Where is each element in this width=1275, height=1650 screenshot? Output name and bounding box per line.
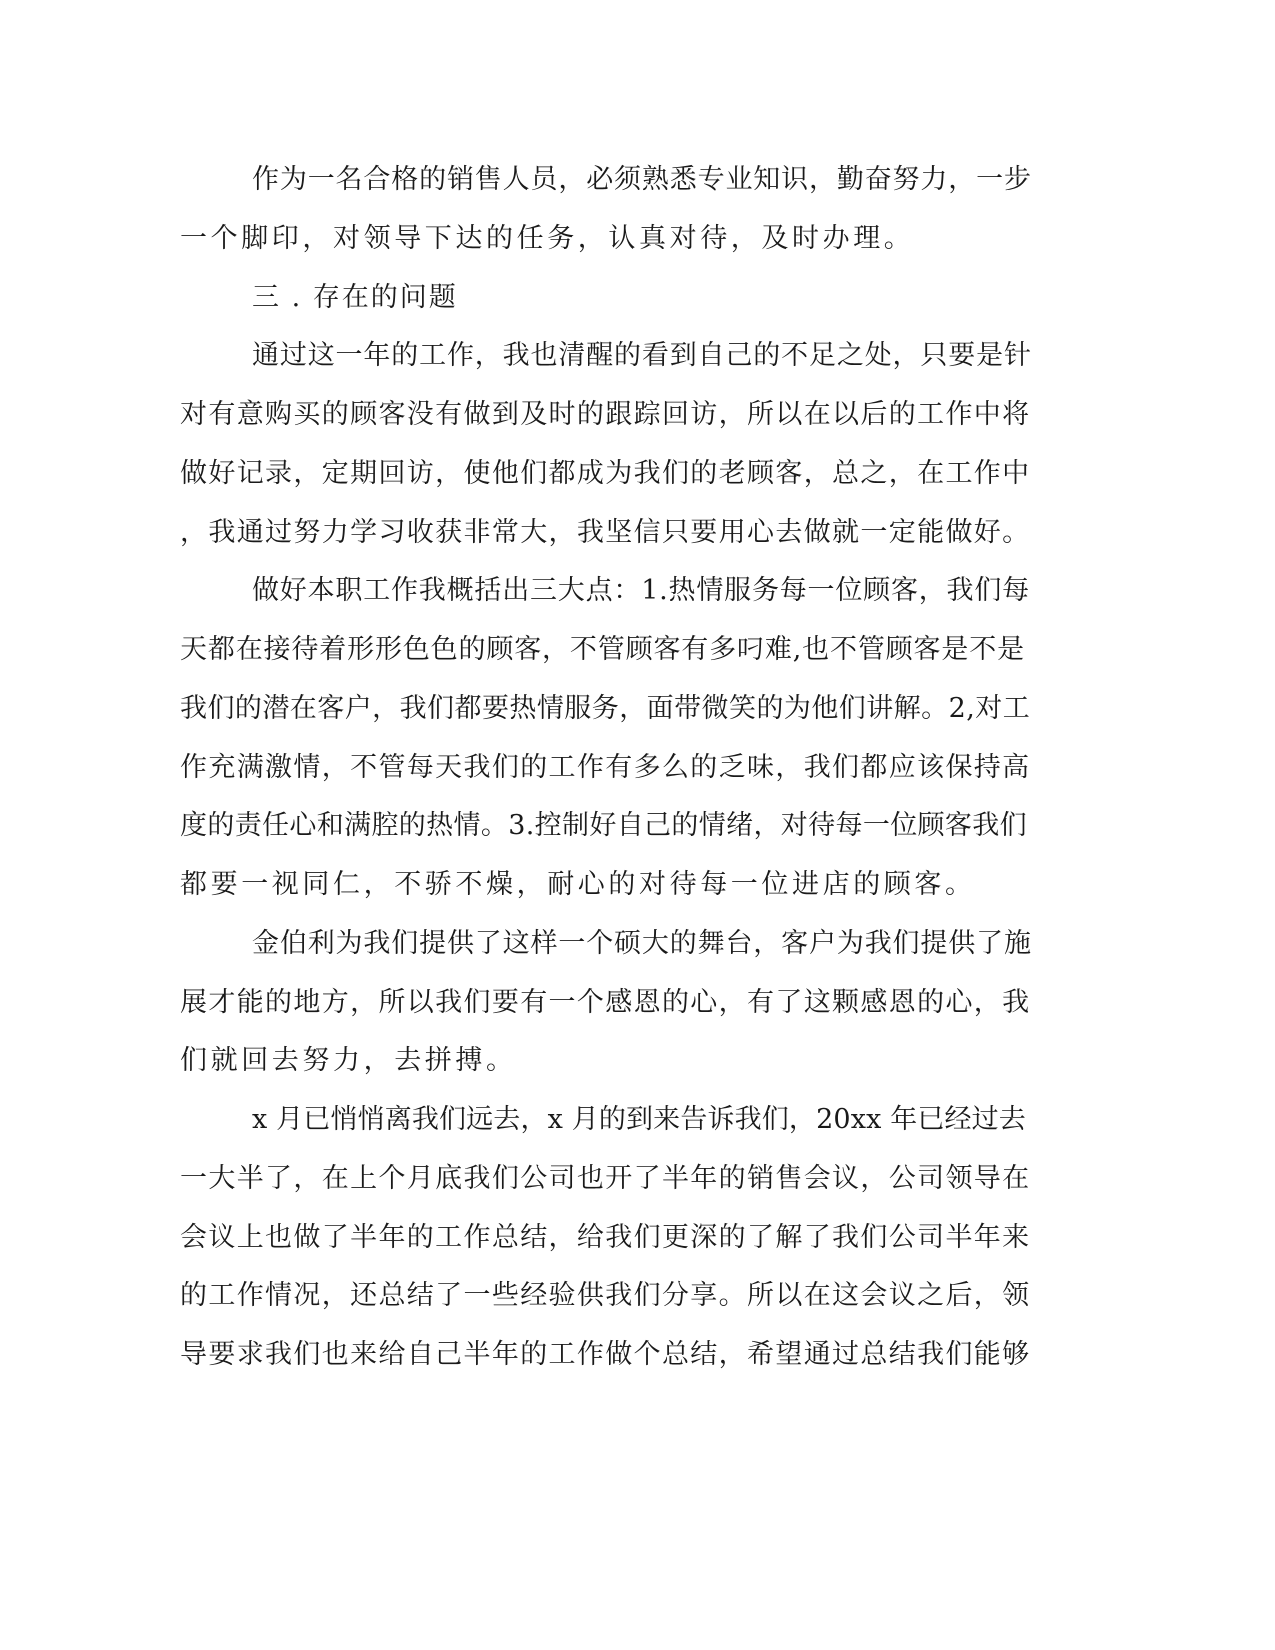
- text-line: [0, 571, 1275, 611]
- line-text: 会议上也做了半年的工作总结，给我们更深的了解了我们公司半年来: [180, 1222, 1031, 1253]
- line-text: 通过这一年的工作，我也清醒的看到自己的不足之处，只要是针: [252, 340, 1032, 371]
- line-text: 一大半了，在上个月底我们公司也开了半年的销售会议，公司领导在: [180, 1163, 1031, 1194]
- heading-text: 三 . 存在的问题: [252, 282, 458, 313]
- text-line: [0, 630, 1275, 670]
- text-line: [0, 1100, 1275, 1140]
- line-text: 对有意购买的顾客没有做到及时的跟踪回访，所以在以后的工作中将: [180, 399, 1031, 430]
- text-line: [0, 983, 1275, 1023]
- line-text: 展才能的地方，所以我们要有一个感恩的心，有了这颗感恩的心，我: [180, 987, 1031, 1018]
- text-line: [0, 1276, 1275, 1316]
- text-line: [0, 336, 1275, 376]
- line-text: 都要一视同仁，不骄不燥，耐心的对待每一位进店的顾客。: [180, 869, 976, 900]
- line-text: ，我通过努力学习收获非常大，我坚信只要用心去做就一定能做好。: [180, 517, 1031, 548]
- line-text: 金伯利为我们提供了这样一个硕大的舞台，客户为我们提供了施: [252, 928, 1032, 959]
- line-text: 作充满激情，不管每天我们的工作有多么的乏味，我们都应该保持高: [180, 752, 1031, 783]
- line-text: 导要求我们也来给自己半年的工作做个总结，希望通过总结我们能够: [180, 1339, 1031, 1370]
- line-text: 的工作情况，还总结了一些经验供我们分享。所以在这会议之后，领: [180, 1280, 1031, 1311]
- line-text: 一个脚印，对领导下达的任务，认真对待，及时办理。: [180, 223, 915, 254]
- line-text: 度的责任心和满腔的热情。3.控制好自己的情绪，对待每一位顾客我们: [180, 810, 1027, 841]
- line-text: x 月已悄悄离我们远去，x 月的到来告诉我们，20xx 年已经过去: [252, 1104, 1026, 1135]
- text-line: [0, 1218, 1275, 1258]
- line-text: 我们的潜在客户，我们都要热情服务，面带微笑的为他们讲解。2,对工: [180, 693, 1031, 724]
- text-line: [0, 1335, 1275, 1375]
- section-heading: [0, 278, 1275, 318]
- text-line: [0, 1041, 1275, 1081]
- text-line: [0, 806, 1275, 846]
- text-line: [0, 454, 1275, 494]
- line-text: 做好记录，定期回访，使他们都成为我们的老顾客，总之，在工作中: [180, 458, 1031, 489]
- text-line: [0, 924, 1275, 964]
- text-line: [0, 219, 1275, 259]
- text-line: [0, 160, 1275, 200]
- line-text: 做好本职工作我概括出三大点：1.热情服务每一位顾客，我们每: [252, 575, 1030, 606]
- line-text: 天都在接待着形形色色的顾客，不管顾客有多叼难,也不管顾客是不是: [180, 634, 1025, 665]
- text-line: [0, 513, 1275, 553]
- text-line: [0, 689, 1275, 729]
- line-text: 们就回去努力，去拼搏。: [180, 1045, 517, 1076]
- line-text: 作为一名合格的销售人员，必须熟悉专业知识，勤奋努力，一步: [252, 164, 1032, 195]
- text-line: [0, 1159, 1275, 1199]
- text-line: [0, 865, 1275, 905]
- text-line: [0, 395, 1275, 435]
- text-line: [0, 748, 1275, 788]
